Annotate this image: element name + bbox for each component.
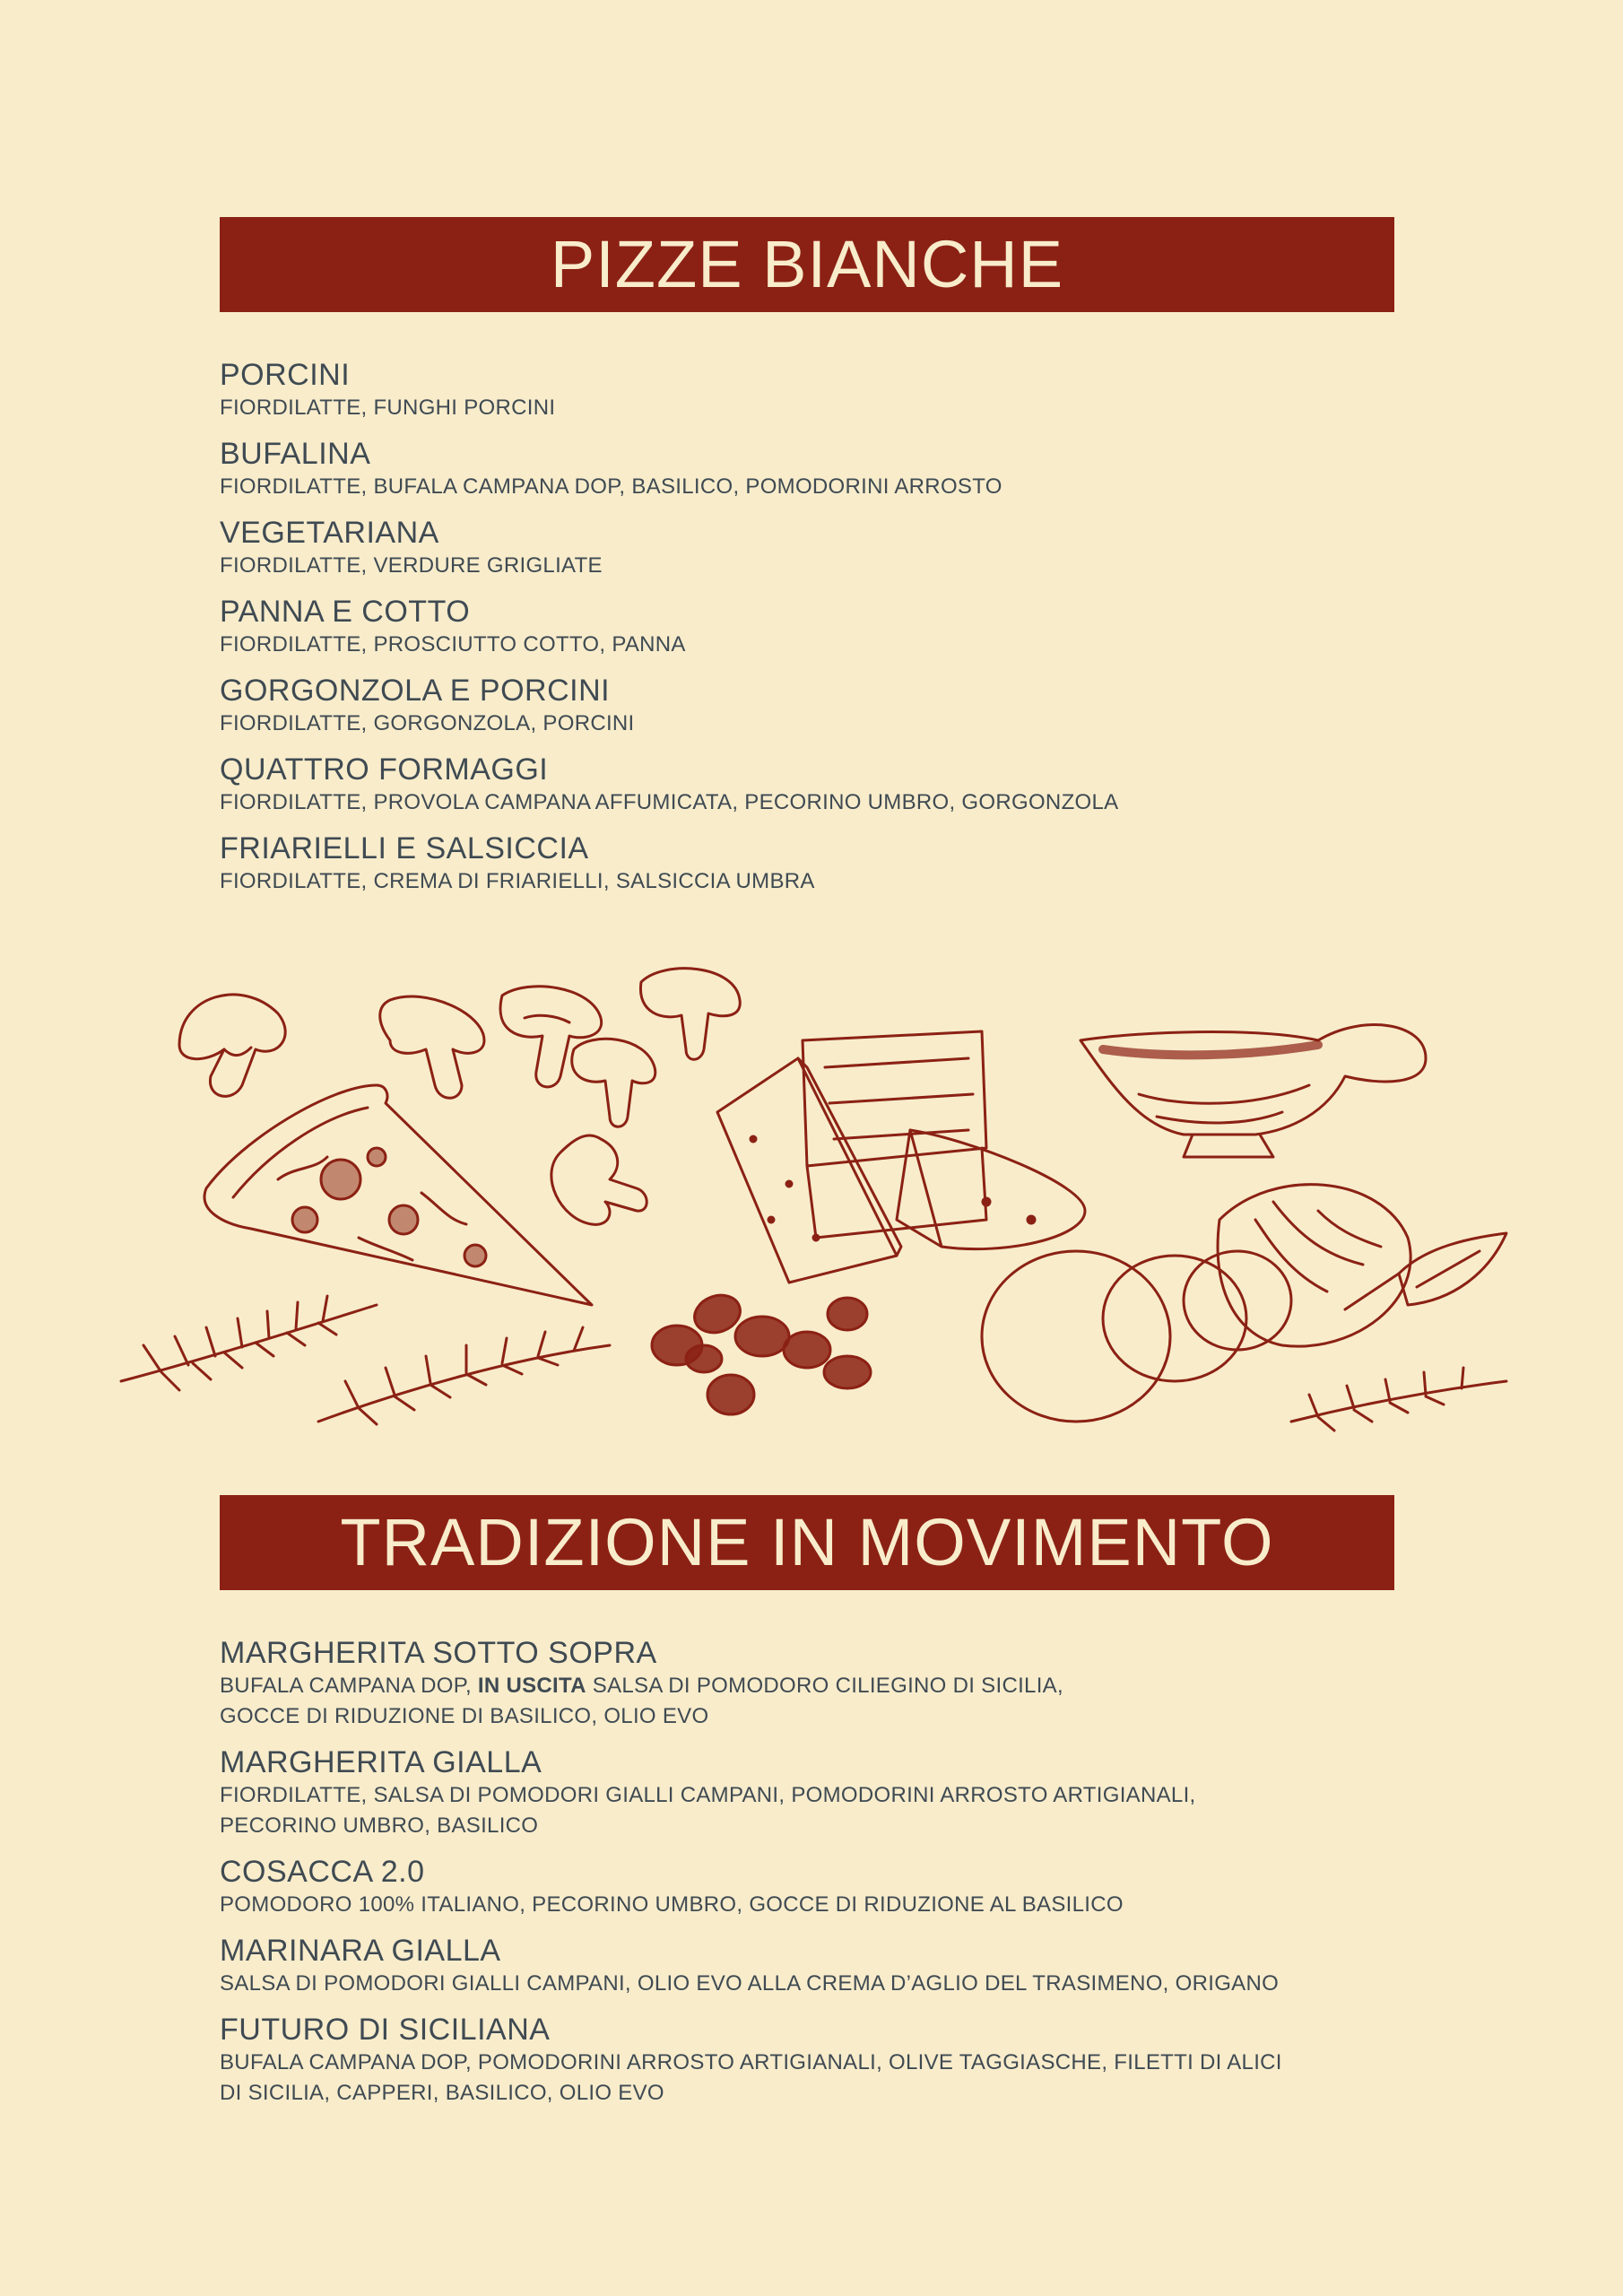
item-description: FIORDILATTE, FUNGHI PORCINI [220, 396, 556, 420]
cheese-icon [717, 1058, 901, 1283]
item-description: BUFALA CAMPANA DOP, POMODORINI ARROSTO ARTIGIANALI, OLIVE TAGGIASCHE, FILETTI DI ALICI [220, 2050, 1282, 2074]
item-description: FIORDILATTE, VERDURE GRIGLIATE [220, 553, 603, 578]
menu-list-pizze-bianche [220, 357, 1394, 909]
mushroom-icon [380, 996, 484, 1098]
item-description-line2: DI SICILIA, CAPPERI, BASILICO, OLIO EVO [220, 2081, 664, 2105]
mushroom-icon [572, 1039, 655, 1126]
menu-item [220, 1854, 1394, 1920]
item-name: PANNA E COTTO [220, 595, 471, 629]
item-name: MARGHERITA GIALLA [220, 1745, 542, 1779]
menu-item [220, 1635, 1394, 1732]
section-title-pizze-bianche: PIZZE BIANCHE [220, 217, 1394, 312]
item-name: COSACCA 2.0 [220, 1855, 425, 1889]
menu-item [220, 1744, 1394, 1841]
rosemary-icon [318, 1327, 610, 1424]
item-name: MARGHERITA SOTTO SOPRA [220, 1636, 657, 1670]
item-name: PORCINI [220, 358, 351, 392]
item-description: POMODORO 100% ITALIANO, PECORINO UMBRO, GOCCE DI RIDUZIONE AL BASILICO [220, 1892, 1124, 1917]
item-name: FRIARIELLI E SALSICCIA [220, 831, 589, 865]
cheese-icon [897, 1130, 1085, 1249]
olives-icon [652, 1289, 871, 1414]
item-name: VEGETARIANA [220, 516, 439, 550]
section-title-tradizione-in-movimento: TRADIZIONE IN MOVIMENTO [220, 1495, 1394, 1590]
item-description: FIORDILATTE, PROSCIUTTO COTTO, PANNA [220, 632, 686, 657]
menu-item [220, 2012, 1394, 2109]
food-illustration [108, 951, 1515, 1453]
item-description-part: BUFALA CAMPANA DOP, [220, 1674, 478, 1698]
gravy-boat-icon [1081, 1025, 1426, 1157]
menu-item [220, 357, 1394, 423]
item-description: SALSA DI POMODORI GIALLI CAMPANI, OLIO EVO ALLA CREMA D’AGLIO DEL TRASIMENO, ORIGANO [220, 1971, 1280, 1996]
menu-list-tradizione-in-movimento [220, 1635, 1394, 2121]
menu-item [220, 1933, 1394, 1999]
mushroom-icon [551, 1135, 647, 1224]
mushroom-icon [500, 987, 602, 1087]
item-description-line2: PECORINO UMBRO, BASILICO [220, 1813, 539, 1838]
item-description: FIORDILATTE, BUFALA CAMPANA DOP, BASILICO, POMODORINI ARROSTO [220, 474, 1002, 499]
item-description: FIORDILATTE, CREMA DI FRIARIELLI, SALSICCIA UMBRA [220, 869, 815, 893]
item-description: FIORDILATTE, PROVOLA CAMPANA AFFUMICATA, PECORINO UMBRO, GORGONZOLA [220, 790, 1119, 814]
item-name: GORGONZOLA E PORCINI [220, 674, 611, 708]
mushroom-icon [179, 995, 285, 1096]
item-description: FIORDILATTE, SALSA DI POMODORI GIALLI CAMPANI, POMODORINI ARROSTO ARTIGIANALI, [220, 1783, 1196, 1807]
menu-item [220, 673, 1394, 739]
cheese-icon [803, 1031, 986, 1238]
item-description [220, 1671, 1394, 1701]
mushroom-icon [640, 969, 740, 1060]
item-name: QUATTRO FORMAGGI [220, 752, 549, 787]
pizza-slice-icon [204, 1085, 592, 1305]
menu-item [220, 831, 1394, 897]
menu-item [220, 752, 1394, 818]
menu-item [220, 436, 1394, 502]
rosemary-icon [121, 1296, 377, 1390]
item-name: FUTURO DI SICILIANA [220, 2013, 551, 2047]
menu-item [220, 515, 1394, 581]
item-description-highlight: IN USCITA [477, 1674, 586, 1698]
menu-item [220, 594, 1394, 660]
item-description-part: SALSA DI POMODORO CILIEGINO DI SICILIA, [586, 1674, 1063, 1698]
item-description: FIORDILATTE, GORGONZOLA, PORCINI [220, 711, 635, 735]
rosemary-icon [1291, 1368, 1506, 1431]
item-description-line2: GOCCE DI RIDUZIONE DI BASILICO, OLIO EVO [220, 1704, 709, 1728]
mozzarella-icon [982, 1185, 1506, 1422]
item-name: MARINARA GIALLA [220, 1934, 501, 1968]
item-name: BUFALINA [220, 437, 371, 471]
